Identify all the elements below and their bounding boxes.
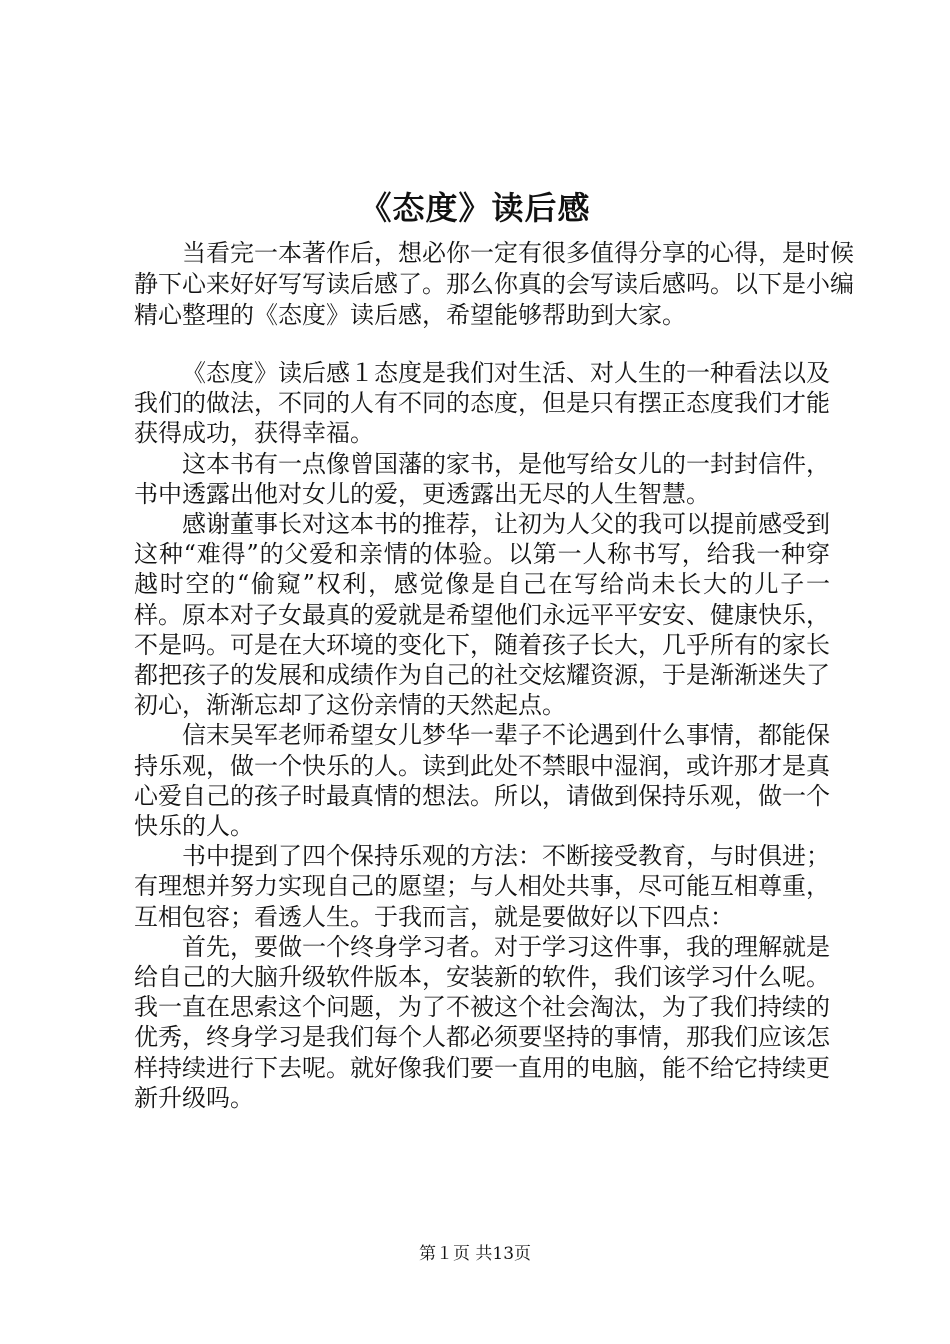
body-paragraph: 首先，要做一个终身学习者。对于学习这件事，我的理解就是给自己的大脑升级软件版本，安装新的软件，我们该学习什么呢。我一直在思索这个问题，为了不被这个社会淘汰，为了我们持续的优秀，终身学习是我们每个人都必须要坚持的事情，那我们应该怎样持续进行下去呢。就好像我们要一直用的电脑，能不给它持续更新升级吗。 [134, 932, 830, 1112]
body-paragraph: 感谢董事长对这本书的推荐，让初为人父的我可以提前感受到这种“难得”的父爱和亲情的体验。以第一人称书写，给我一种穿越时空的“偷窥”权利，感觉像是自己在写给尚未长大的儿子一样。原本对子女最真的爱就是希望他们永远平平安安、健康快乐，不是吗。可是在大环境的变化下，随着孩子长大，几乎所有的家长都把孩子的发展和成绩作为自己的社交炫耀资源，于是渐渐迷失了初心，渐渐忘却了这份亲情的天然起点。 [134, 510, 830, 720]
body-paragraph: 信末吴军老师希望女儿梦华一辈子不论遇到什么事情，都能保持乐观，做一个快乐的人。读到此处不禁眼中湿润，或许那才是真心爱自己的孩子时最真情的想法。所以，请做到保持乐观，做一个快乐的人。 [134, 721, 830, 841]
page-footer: 第１页 共13页 [418, 1244, 532, 1264]
body-paragraph: 书中提到了四个保持乐观的方法：不断接受教育，与时俱进；有理想并努力实现自己的愿望；与人相处共事，尽可能互相尊重，互相包容；看透人生。于我而言，就是要做好以下四点： [134, 842, 830, 931]
body-paragraph: 这本书有一点像曾国藩的家书，是他写给女儿的一封封信件，书中透露出他对女儿的爱，更透露出无尽的人生智慧。 [134, 449, 830, 508]
body-paragraph: 《态度》读后感１态度是我们对生活、对人生的一种看法以及我们的做法，不同的人有不同的态度，但是只有摆正态度我们才能获得成功，获得幸福。 [134, 359, 830, 448]
document-title: 《态度》读后感 [359, 189, 591, 227]
document-body [134, 358, 830, 1113]
intro-paragraph: 当看完一本著作后，想必你一定有很多值得分享的心得，是时候静下心来好好写写读后感了。那么你真的会写读后感吗。以下是小编精心整理的《态度》读后感，希望能够帮助到大家。 [134, 239, 854, 329]
